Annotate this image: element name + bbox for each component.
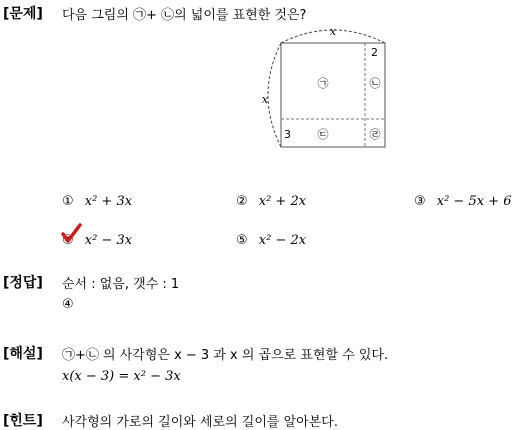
choice-2[interactable] <box>236 190 306 209</box>
choice-5[interactable] <box>236 229 306 248</box>
explanation-line-1: ㉠+㉡ 의 사각형은 x − 3 과 x 의 곱으로 표현할 수 있다. <box>62 348 389 363</box>
answer-line-1: 순서 : 없음, 갯수 : 1 <box>62 277 180 292</box>
label-top-right-2: 2 <box>371 46 378 59</box>
choice-3-expr: x² − 5x + 6 <box>436 194 512 209</box>
hint-text: 사각형의 가로의 길이와 세로의 길이를 알아본다. <box>62 415 338 430</box>
explanation-tag: [해설] <box>3 346 43 362</box>
choice-4[interactable] <box>62 229 132 248</box>
choice-2-expr: x² + 2x <box>258 194 307 209</box>
choice-1[interactable] <box>62 190 132 209</box>
choice-2-number: ② <box>236 194 248 209</box>
choice-3-number: ③ <box>414 194 426 209</box>
choice-4-expr: x² − 3x <box>84 233 133 248</box>
region-c-label: ㉢ <box>317 128 329 141</box>
explanation-line-2: x(x − 3) = x² − 3x <box>62 369 181 384</box>
choice-5-expr: x² − 2x <box>258 233 307 248</box>
region-b-label: ㉡ <box>369 77 381 90</box>
region-d-label: ㉣ <box>369 128 381 141</box>
left-brace <box>268 43 281 147</box>
choice-4-number: ④ <box>62 233 74 248</box>
problem-text: 다음 그림의 ㉠+ ㉡의 넓이를 표현한 것은? <box>62 8 307 23</box>
choice-5-number: ⑤ <box>236 233 248 248</box>
hint-tag: [힌트] <box>3 413 43 429</box>
label-bottom-left-3: 3 <box>284 128 291 141</box>
choice-1-number: ① <box>62 194 74 209</box>
label-top-x: x <box>329 25 337 38</box>
answer-tag: [정답] <box>3 275 43 291</box>
choice-1-expr: x² + 3x <box>84 194 133 209</box>
region-a-label: ㉠ <box>317 77 329 90</box>
answer-line-2: ④ <box>62 297 74 312</box>
rectangle-figure <box>255 25 395 155</box>
problem-tag: [문제] <box>3 6 43 22</box>
label-left-x: x <box>261 93 269 106</box>
choice-3[interactable] <box>414 190 511 209</box>
check-mark-icon <box>60 223 82 245</box>
